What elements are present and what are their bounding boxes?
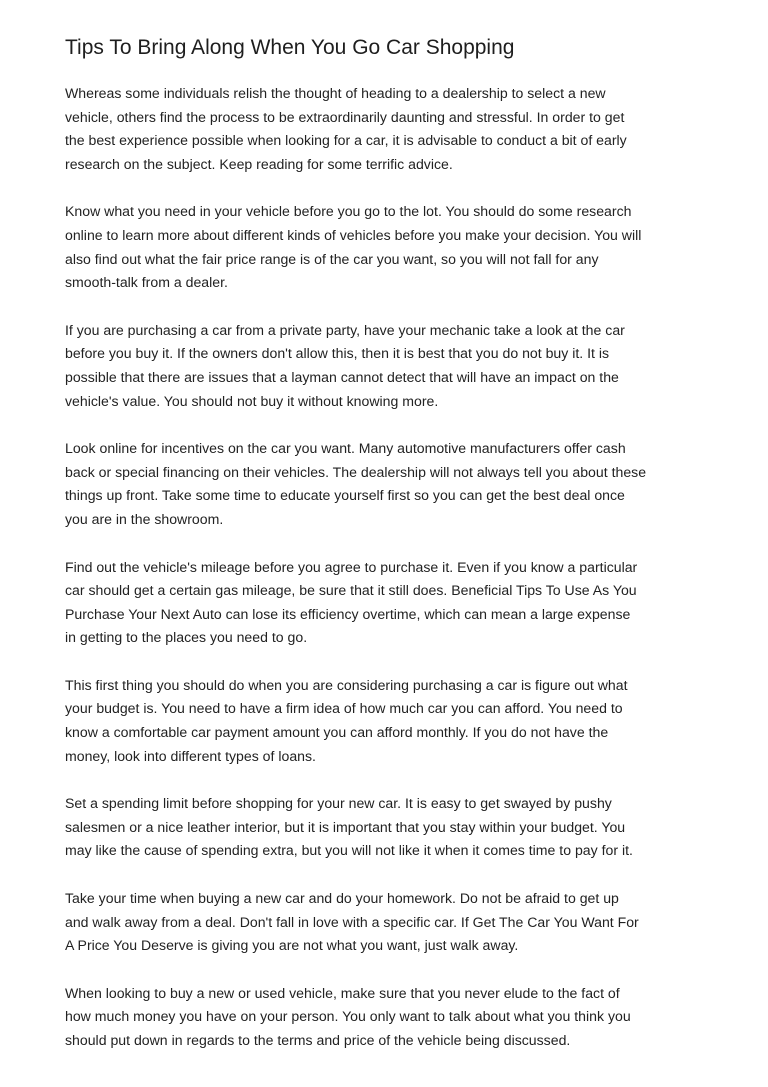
text-line: Take your time when buying a new car and do your homework. Do not be afraid to get up (65, 890, 619, 907)
document-page (65, 34, 715, 1077)
paragraph-3 (65, 319, 715, 413)
paragraph-4 (65, 437, 715, 531)
text-line: smooth-talk from a dealer. (65, 274, 228, 291)
paragraph-7 (65, 792, 715, 863)
text-line: your budget is. You need to have a firm idea of how much car you can afford. You need to (65, 700, 623, 717)
text-line: salesmen or a nice leather interior, but it is important that you stay within your budget. You (65, 818, 626, 835)
text-line: also find out what the fair price range is of the car you want, so you will not fall for any (65, 250, 599, 267)
text-line: the best experience possible when looking for a car, it is advisable to conduct a bit of early (65, 132, 627, 149)
text-line: how much money you have on your person. You only want to talk about what you think you (65, 1008, 631, 1025)
text-line: Purchase Your Next Auto can lose its efficiency overtime, which can mean a large expense (65, 605, 631, 622)
paragraph-8 (65, 887, 715, 958)
page-title: Tips To Bring Along When You Go Car Shopping (65, 36, 515, 59)
text-line: before you buy it. If the owners don't allow this, then it is best that you do not buy it. It is (65, 345, 610, 362)
text-line: may like the cause of spending extra, but you will not like it when it comes time to pay for it. (65, 842, 633, 859)
text-line: Look online for incentives on the car you want. Many automotive manufacturers offer cash (65, 440, 626, 457)
text-line: Whereas some individuals relish the thought of heading to a dealership to select a new (65, 85, 606, 101)
paragraph-2 (65, 200, 715, 294)
text-line: vehicle, others find the process to be extraordinarily daunting and stressful. In order to get (65, 108, 625, 125)
text-line: car should get a certain gas mileage, be sure that it still does. Beneficial Tips To Use As You (65, 582, 637, 599)
paragraph-5 (65, 556, 715, 650)
text-line: and walk away from a deal. Don't fall in love with a specific car. If Get The Car You Want For (65, 913, 639, 930)
text-line: If you are purchasing a car from a private party, have your mechanic take a look at the car (65, 321, 625, 338)
text-line: online to learn more about different kinds of vehicles before you make your decision. You will (65, 226, 642, 243)
text-line: A Price You Deserve is giving you are not what you want, just walk away. (65, 937, 519, 954)
paragraph-1 (65, 82, 715, 176)
text-line: know a comfortable car payment amount you can afford monthly. If you do not have the (65, 724, 609, 741)
paragraph-9 (65, 982, 715, 1053)
text-line: money, look into different types of loans. (65, 747, 316, 764)
text-line: back or special financing on their vehicles. The dealership will not always tell you about these (65, 463, 647, 480)
text-line: in getting to the places you need to go. (65, 629, 308, 646)
text-line: vehicle's value. You should not buy it without knowing more. (65, 392, 439, 409)
text-line: you are in the showroom. (65, 510, 224, 527)
text-line: This first thing you should do when you are considering purchasing a car is figure out what (65, 676, 628, 693)
paragraph-6 (65, 674, 715, 768)
text-line: things up front. Take some time to educate yourself first so you can get the best deal once (65, 487, 625, 504)
text-line: When looking to buy a new or used vehicle, make sure that you never elude to the fact of (65, 984, 620, 1001)
text-line: should put down in regards to the terms and price of the vehicle being discussed. (65, 1032, 571, 1048)
text-line: Set a spending limit before shopping for your new car. It is easy to get swayed by pushy (65, 795, 612, 812)
text-line: research on the subject. Keep reading for some terrific advice. (65, 155, 453, 172)
text-line: Find out the vehicle's mileage before you agree to purchase it. Even if you know a particular (65, 558, 638, 575)
text-line: possible that there are issues that a layman cannot detect that will have an impact on the (65, 368, 619, 385)
text-line: Know what you need in your vehicle before you go to the lot. You should do some research (65, 203, 632, 220)
